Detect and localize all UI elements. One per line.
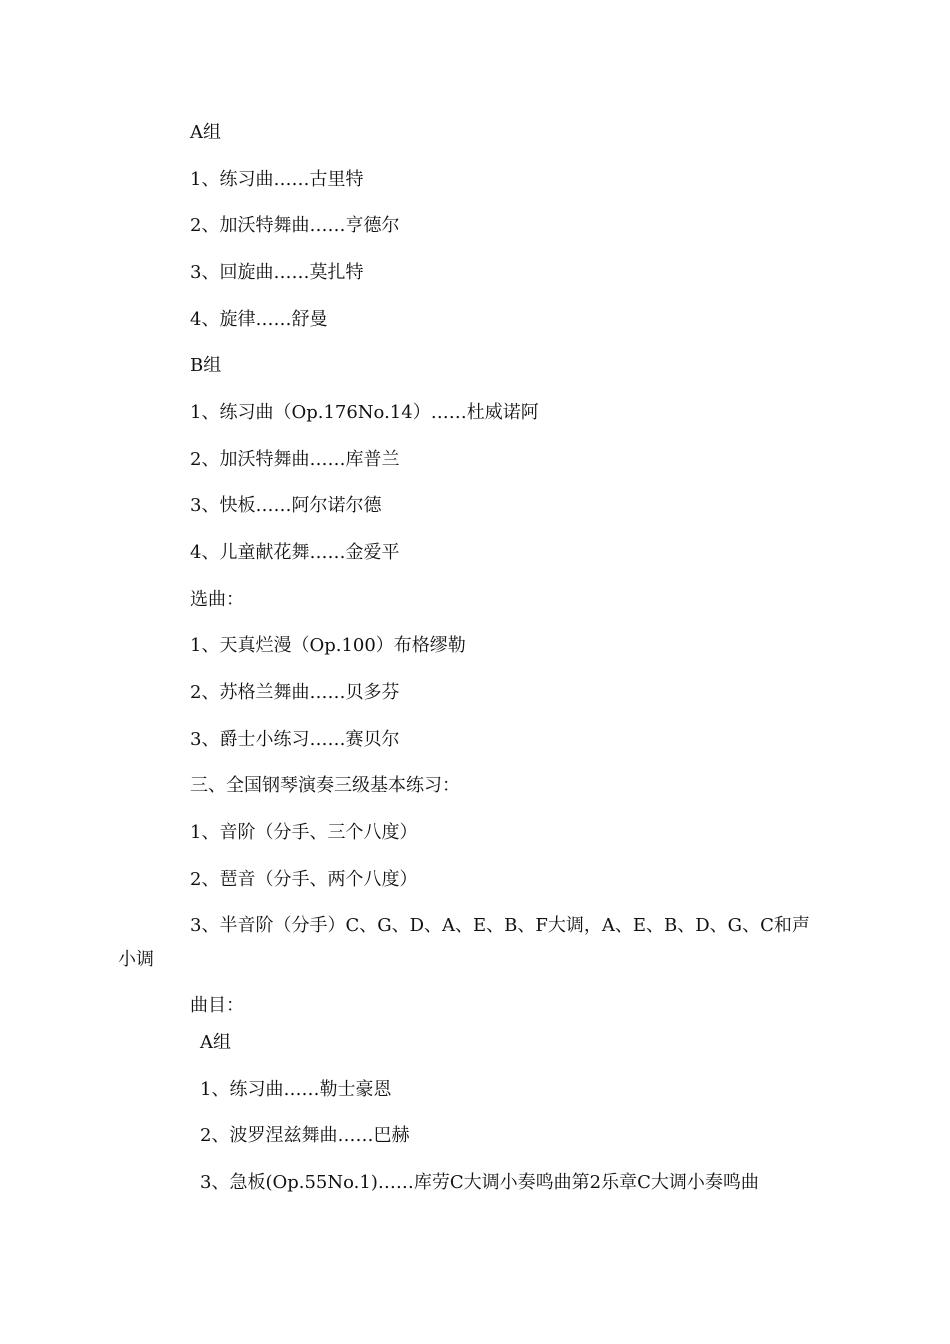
selected-pieces-heading: 选曲： <box>190 589 244 610</box>
list-item: 2、琶音（分手、两个八度） <box>190 869 418 890</box>
list-item: 2、加沃特舞曲……库普兰 <box>190 449 400 470</box>
list-item: 1、练习曲……勒士豪恩 <box>200 1079 392 1100</box>
group-a-heading: A组 <box>200 1032 231 1053</box>
list-item: 1、天真烂漫（Op.100）布格缪勒 <box>190 635 466 656</box>
list-item: 3、快板……阿尔诺尔德 <box>190 495 382 516</box>
section-heading: 三、全国钢琴演奏三级基本练习： <box>190 775 460 796</box>
list-item-continuation: 小调 <box>118 949 154 970</box>
group-b-heading: B组 <box>190 355 222 376</box>
list-item: 1、练习曲（Op.176No.14）……杜威诺阿 <box>190 402 539 423</box>
list-item: 4、儿童献花舞……金爱平 <box>190 542 400 563</box>
list-item: 3、回旋曲……莫扎特 <box>190 262 364 283</box>
list-item: 3、半音阶（分手）C、G、D、A、E、B、F大调，A、E、B、D、G、C和声 <box>190 915 810 936</box>
group-a-heading: A组 <box>190 122 221 143</box>
list-item: 3、爵士小练习……赛贝尔 <box>190 729 400 750</box>
list-item: 1、练习曲……古里特 <box>190 169 364 190</box>
repertoire-heading: 曲目： <box>190 995 244 1016</box>
list-item: 2、加沃特舞曲……亨德尔 <box>190 215 400 236</box>
list-item: 2、苏格兰舞曲……贝多芬 <box>190 682 400 703</box>
list-item: 1、音阶（分手、三个八度） <box>190 822 418 843</box>
list-item: 3、急板(Op.55No.1)……库劳C大调小奏鸣曲第2乐章C大调小奏鸣曲 <box>200 1172 759 1193</box>
list-item: 4、旋律……舒曼 <box>190 309 328 330</box>
list-item: 2、波罗涅兹舞曲……巴赫 <box>200 1125 410 1146</box>
